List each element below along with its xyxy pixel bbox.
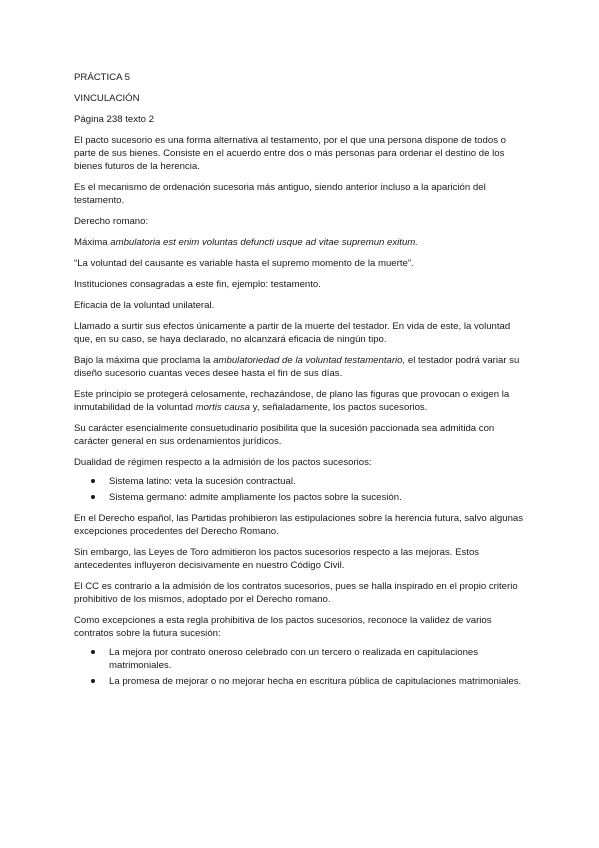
bullet-list-exceptions: [74, 646, 529, 688]
document-body: [74, 71, 529, 696]
section-heading: VINCULACIÓN: [74, 93, 140, 104]
paragraph: [74, 388, 529, 414]
list-item: Sistema germano: admite ampliamente los pactos sobre la sucesión.: [74, 491, 529, 504]
paragraph: [74, 236, 529, 249]
practice-heading: PRÁCTICA 5: [74, 72, 130, 83]
text-run: Este principio se protegerá celosamente, rechazándose, de plano las figuras que provocan o exigen la inmutabilidad de la voluntad: [74, 389, 510, 413]
italic-text: ambulatoria est enim voluntas defuncti usque ad vitae supremun exitum.: [110, 237, 418, 248]
paragraph: Como excepciones a esta regla prohibitiva de los pactos sucesorios, reconoce la validez de varios contratos sobre la futura sucesión:: [74, 615, 492, 639]
paragraph: El pacto sucesorio es una forma alternativa al testamento, por el que una persona dispone de todos o parte de sus bienes. Consiste en el acuerdo entre dos o más personas para ordenar el destino de los bienes futuros de la herencia.: [74, 135, 506, 172]
text-run: el testador podrá variar su diseño sucesorio cuantas veces desee hasta el fin de sus días.: [74, 355, 520, 379]
page-reference: Página 238 texto 2: [74, 114, 155, 125]
paragraph: Dualidad de régimen respecto a la admisión de los pactos sucesorios:: [74, 457, 372, 468]
paragraph: [74, 354, 529, 380]
paragraph: “La voluntad del causante es variable hasta el supremo momento de la muerte”.: [74, 258, 414, 269]
bullet-list-systems: [74, 475, 529, 504]
paragraph: Eficacia de la voluntad unilateral.: [74, 300, 215, 311]
list-item: La promesa de mejorar o no mejorar hecha en escritura pública de capitulaciones matrimoniales.: [74, 675, 529, 688]
paragraph: En el Derecho español, las Partidas prohibieron las estipulaciones sobre la herencia futura, salvo algunas excepciones procedentes del Derecho Romano.: [74, 513, 524, 537]
list-item: La mejora por contrato oneroso celebrado con un tercero o realizada en capitulaciones matrimoniales.: [74, 646, 529, 672]
text-run: Máxima: [74, 237, 111, 248]
text-run: y, señaladamente, los pactos sucesorios.: [250, 402, 428, 413]
paragraph: Es el mecanismo de ordenación sucesoria más antiguo, siendo anterior incluso a la aparición del testamento.: [74, 182, 486, 206]
paragraph: Su carácter esencialmente consuetudinario posibilita que la sucesión paccionada sea admitida con carácter general en sus ordenamientos jurídicos.: [74, 423, 495, 447]
paragraph: Llamado a surtir sus efectos únicamente a partir de la muerte del testador. En vida de este, la voluntad que, en su caso, se haya declarado, no alcanzará eficacia de ningún tipo.: [74, 321, 511, 345]
paragraph: El CC es contrario a la admisión de los contratos sucesorios, pues se halla inspirado en el propio criterio prohibitivo de los mismos, adoptado por el Derecho romano.: [74, 581, 518, 605]
text-run: Bajo la máxima que proclama la: [74, 355, 214, 366]
paragraph: Instituciones consagradas a este fin, ejemplo: testamento.: [74, 279, 321, 290]
paragraph: Derecho romano:: [74, 216, 149, 227]
paragraph: Sin embargo, las Leyes de Toro admitieron los pactos sucesorios respecto a las mejoras. Estos antecedentes influyeron decisivamente en nuestro Código Civil.: [74, 547, 480, 571]
list-item: Sistema latino: veta la sucesión contractual.: [74, 475, 529, 488]
italic-text: ambulatoriedad de la voluntad testamentario,: [213, 355, 406, 366]
italic-text: mortis causa: [195, 402, 250, 413]
